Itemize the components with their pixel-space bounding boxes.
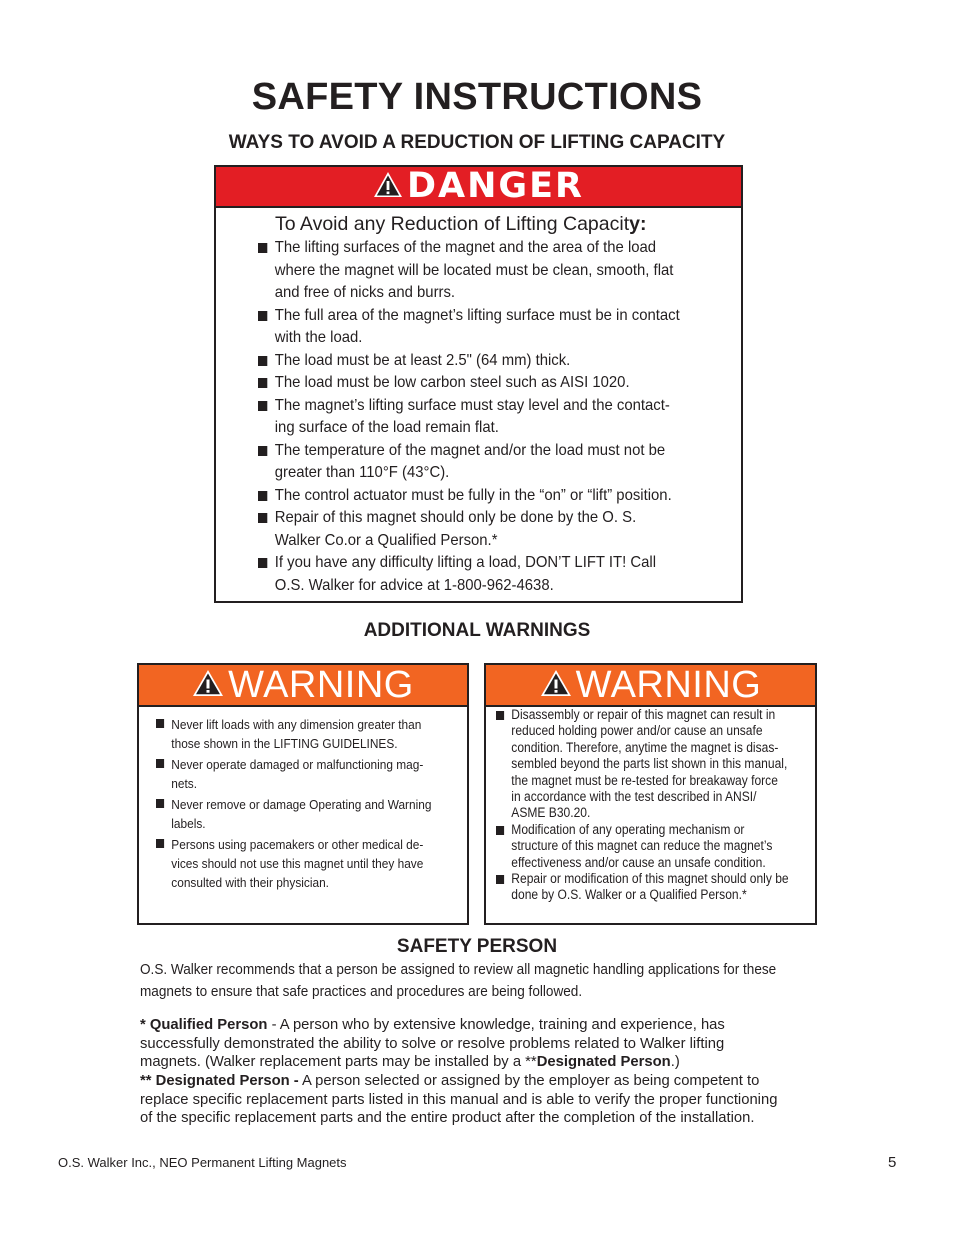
- list-item-line: and free of nicks and burrs.: [274, 284, 456, 301]
- list-item-line: The load must be at least 2.5" (64 mm) thick.: [274, 351, 571, 369]
- list-item-line: The load must be low carbon steel such as AISI 1020.: [274, 374, 630, 391]
- list-item-line: The lifting surfaces of the magnet and the area of the load: [274, 239, 657, 256]
- square-bullet-icon: [258, 378, 267, 388]
- list-item-line: Repair or modification of this magnet should only be: [511, 871, 789, 887]
- warning-triangle-icon: [192, 669, 224, 702]
- square-bullet-icon: [258, 243, 267, 253]
- square-bullet-icon: [258, 401, 267, 411]
- warning-label-right: WARNING: [575, 664, 762, 706]
- safety-person-text: O.S. Walker recommends that a person be assigned to review all magnetic handling applications for these magnets to ensure that safe practices and procedures are being followed.: [140, 962, 777, 1000]
- list-item-line: Never lift loads with any dimension greater than: [171, 717, 422, 732]
- square-bullet-icon: [258, 491, 267, 501]
- danger-list-item: [258, 395, 712, 440]
- square-bullet-icon: [258, 356, 267, 366]
- designated-person-term: ** Designated Person -: [140, 1073, 299, 1089]
- square-bullet-icon: [258, 446, 267, 456]
- square-bullet-icon: [258, 558, 267, 568]
- list-item-line: vices should not use this magnet until they have: [171, 856, 424, 871]
- list-item-line: the magnet must be re-tested for breakaway force: [511, 772, 778, 788]
- square-bullet-icon: [156, 839, 164, 848]
- warning-right-item: [496, 822, 807, 871]
- list-item-line: with the load.: [274, 329, 363, 346]
- list-item-line: ing surface of the load remain flat.: [274, 419, 499, 436]
- list-item-line: labels.: [171, 816, 206, 831]
- list-item-line: Persons using pacemakers or other medical de-: [171, 837, 424, 852]
- square-bullet-icon: [258, 311, 267, 321]
- list-item-line: where the magnet will be located must be clean, smooth, flat: [274, 261, 674, 279]
- list-item-line: condition. Therefore, anytime the magnet is disas-: [511, 739, 779, 755]
- danger-list-item: [258, 507, 712, 552]
- list-item-line: ASME B30.20.: [511, 805, 591, 821]
- danger-list-item: [258, 305, 712, 350]
- list-item-line: The full area of the magnet’s lifting surface must be in contact: [274, 306, 680, 324]
- danger-triangle-icon: [373, 171, 403, 203]
- list-item-line: in accordance with the test described in ANSI/: [511, 789, 757, 805]
- list-item-line: done by O.S. Walker or a Qualified Person.*: [511, 887, 747, 903]
- warning-header-right: [486, 665, 815, 707]
- square-bullet-icon: [258, 513, 267, 523]
- warning-left-item: [156, 715, 453, 753]
- warning-header-left: [139, 665, 467, 707]
- danger-list-item: [258, 552, 712, 597]
- warning-label-left: WARNING: [228, 664, 414, 706]
- warning-panel-left: [137, 663, 469, 925]
- warning-left-item: [156, 835, 453, 892]
- danger-list: [258, 237, 698, 597]
- warning-panel-right: [484, 663, 817, 925]
- warning-right-item: [496, 871, 807, 904]
- warning-right-item: [496, 707, 807, 822]
- danger-list-item: [258, 485, 712, 508]
- list-item-line: structure of this magnet can reduce the magnet’s: [511, 838, 773, 854]
- danger-list-item: [258, 372, 712, 395]
- additional-warnings-heading: ADDITIONAL WARNINGS: [363, 620, 591, 641]
- list-item-line: those shown in the LIFTING GUIDELINES.: [171, 736, 398, 751]
- list-item-line: effectiveness and/or cause an unsafe condition.: [511, 854, 766, 870]
- danger-label: DANGER: [406, 166, 585, 206]
- list-item-line: consulted with their physician.: [171, 875, 329, 890]
- danger-list-item: [258, 237, 712, 305]
- danger-intro: To Avoid any Reduction of Lifting Capacity:: [275, 213, 647, 235]
- page-number: 5: [888, 1154, 897, 1171]
- footer-text: O.S. Walker Inc., NEO Permanent Lifting Magnets: [58, 1155, 347, 1170]
- warning-left-item: [156, 755, 453, 793]
- list-item-line: Never operate damaged or malfunctioning mag-: [171, 757, 424, 772]
- list-item-line: Never remove or damage Operating and Warning: [171, 797, 432, 812]
- list-item-line: The magnet’s lifting surface must stay level and the contact-: [274, 396, 670, 414]
- list-item-line: nets.: [171, 776, 198, 791]
- list-item-line: greater than 110°F (43°C).: [274, 464, 450, 481]
- list-item-line: The temperature of the magnet and/or the load must not be: [274, 441, 666, 459]
- qualified-person-term: * Qualified Person: [140, 1017, 268, 1033]
- list-item-line: Modification of any operating mechanism or: [511, 821, 745, 837]
- danger-list-item: [258, 350, 712, 373]
- list-item-line: The control actuator must be fully in the “on” or “lift” position.: [274, 486, 672, 504]
- list-item-line: sembled beyond the parts list shown in this manual,: [511, 756, 788, 772]
- page-subtitle: WAYS TO AVOID A REDUCTION OF LIFTING CAPACITY: [228, 132, 726, 153]
- warning-triangle-icon: [540, 669, 572, 702]
- square-bullet-icon: [156, 799, 164, 808]
- square-bullet-icon: [496, 711, 504, 720]
- warning-left-item: [156, 795, 453, 833]
- warning-list-right: [496, 707, 841, 904]
- page-title: SAFETY INSTRUCTIONS: [251, 76, 703, 118]
- list-item-line: O.S. Walker for advice at 1-800-962-4638.: [274, 576, 554, 594]
- list-item-line: Repair of this magnet should only be done by the O. S.: [274, 509, 637, 526]
- danger-header: [216, 167, 741, 208]
- list-item-line: If you have any difficulty lifting a load, DON’T LIFT IT! Call: [274, 554, 656, 571]
- safety-person-heading: SAFETY PERSON: [396, 936, 558, 957]
- designated-person-definition: ** Designated Person - A person selected or assigned by the employer as being competent to replace specific replacement parts listed in this manual and is able to verify the proper functioning of the specific replacement parts and the entire product after the completion of the installation.: [140, 1073, 778, 1127]
- list-item-line: reduced holding power and/or cause an unsafe: [511, 723, 763, 739]
- square-bullet-icon: [156, 719, 164, 728]
- square-bullet-icon: [496, 875, 504, 884]
- square-bullet-icon: [156, 759, 164, 768]
- list-item-line: Walker Co.or a Qualified Person.*: [274, 531, 498, 549]
- list-item-line: Disassembly or repair of this magnet can result in: [511, 707, 776, 722]
- qualified-person-definition: * Qualified Person - A person who by extensive knowledge, training and experience, has successfully demonstrated the ability to solve or resolve problems related to Walker lifting magnets. (Walker replacement parts may be installed by a **Designated Person.): [140, 1017, 725, 1071]
- danger-panel: [214, 165, 743, 603]
- warning-list-left: [156, 715, 486, 894]
- square-bullet-icon: [496, 826, 504, 835]
- danger-list-item: [258, 440, 712, 485]
